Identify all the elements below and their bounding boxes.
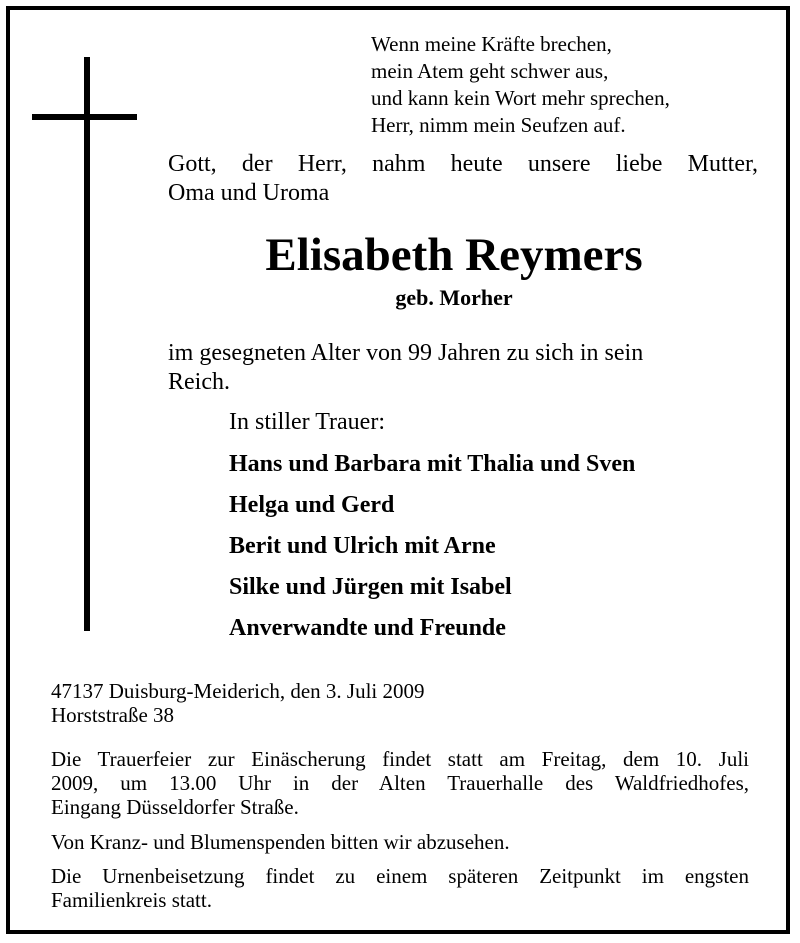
- poem-line: Wenn meine Kräfte brechen,: [371, 32, 612, 56]
- poem-line: mein Atem geht schwer aus,: [371, 59, 609, 83]
- address-city-date: 47137 Duisburg-Meiderich, den 3. Juli 2009: [51, 679, 425, 703]
- urn-notice: [51, 864, 749, 912]
- poem-line: und kann kein Wort mehr sprechen,: [371, 86, 670, 110]
- intro-line-1: Gott, der Herr, nahm heute unsere liebe Mutter,: [168, 151, 758, 177]
- funeral-notice-line: Die Trauerfeier zur Einäscherung findet statt am Freitag, dem 10. Juli: [51, 747, 749, 771]
- funeral-notice-line: Eingang Düsseldorfer Straße.: [51, 795, 299, 819]
- address-street: Horststraße 38: [51, 703, 175, 727]
- mourner-entry: Berit und Ulrich mit Arne: [229, 533, 496, 559]
- mourner-entry: Silke und Jürgen mit Isabel: [229, 574, 512, 600]
- intro-line-2: Oma und Uroma: [168, 180, 330, 206]
- cross-icon-horizontal: [32, 114, 137, 120]
- flowers-notice-line: Von Kranz- und Blumenspenden bitten wir abzusehen.: [51, 830, 510, 854]
- urn-notice-line: Familienkreis statt.: [51, 888, 212, 912]
- cross-icon-vertical: [84, 57, 90, 631]
- age-line-2: Reich.: [168, 369, 230, 395]
- intro-text: [168, 150, 758, 208]
- address-block: [51, 679, 425, 727]
- mourners-list: [229, 450, 635, 655]
- funeral-notice: [51, 747, 749, 819]
- poem-verse: [371, 31, 670, 139]
- mourners-label: In stiller Trauer:: [229, 409, 385, 435]
- age-line-1: im gesegneten Alter von 99 Jahren zu sich in sein: [168, 340, 644, 366]
- poem-line: Herr, nimm mein Seufzen auf.: [371, 113, 626, 137]
- deceased-name: Elisabeth Reymers: [265, 229, 643, 281]
- flowers-notice: [51, 830, 749, 854]
- age-text: [168, 339, 643, 397]
- funeral-notice-line: 2009, um 13.00 Uhr in der Alten Trauerhalle des Waldfriedhofes,: [51, 771, 749, 795]
- mourner-entry: Hans und Barbara mit Thalia und Sven: [229, 451, 636, 477]
- mourner-entry: Helga und Gerd: [229, 492, 395, 518]
- maiden-name: geb. Morher: [395, 285, 513, 310]
- mourner-entry: Anverwandte und Freunde: [229, 615, 506, 641]
- urn-notice-line: Die Urnenbeisetzung findet zu einem späteren Zeitpunkt im engsten: [51, 864, 749, 888]
